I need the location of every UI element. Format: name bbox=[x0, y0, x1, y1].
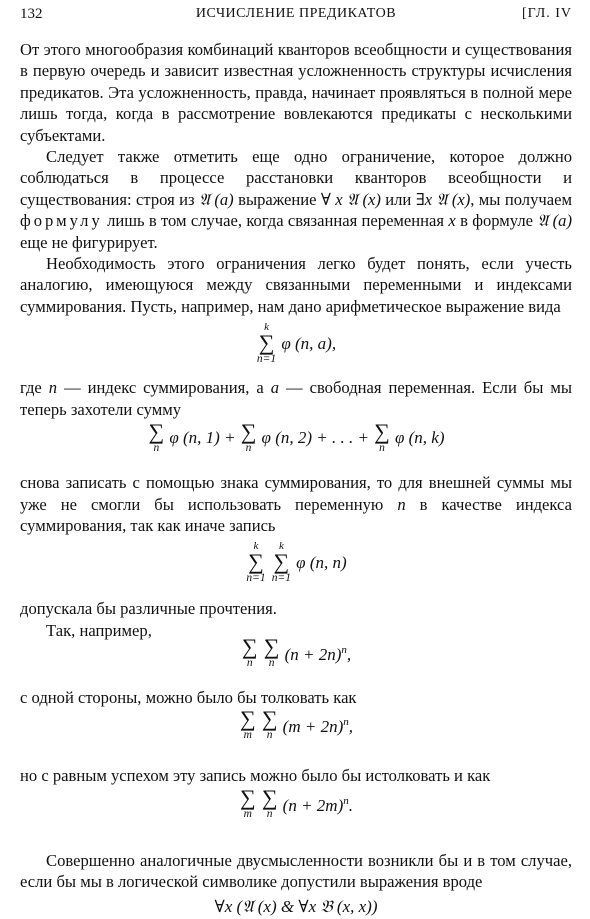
running-title: ИСЧИСЛЕНИЕ ПРЕДИКАТОВ bbox=[195, 6, 397, 21]
paragraph-8: с одной стороны, можно было бы толковать как bbox=[20, 688, 357, 708]
p2-text-g: еще не фигурирует. bbox=[20, 232, 158, 252]
paragraph-9: но с равным успехом эту запись можно было бы истолковать и как bbox=[20, 765, 491, 785]
paragraph-3: Необходимость этого ограничения легко будет понять, если учесть аналогию, имеющуюся между связанными переменными и индексами суммирования. Пусть, например, нам дано арифметическое выражение вида bbox=[20, 254, 572, 316]
running-header bbox=[20, 6, 572, 26]
sum-sign: k ∑ n=1 bbox=[271, 540, 292, 585]
paragraph-1: От этого многообразия комбинаций кванторов всеобщности и существования в первую очередь и зависит известная усложненность структуры исчисления предикатов. Эта усложненность, правда, начинает проявляться в полной мере лишь тогда, когда в рассмотрение вовлекаются предикаты с несколькими субъектами. bbox=[20, 40, 572, 145]
symbol-A-of-a-2: 𝔄 (a) bbox=[537, 211, 572, 231]
sum-sign: ∑ n bbox=[261, 784, 278, 820]
formula-2: ∑ n φ (n, 1) + ∑ n φ (n, 2) + . . . + ∑ n φ (n, k) bbox=[148, 419, 445, 455]
sum-sign: k ∑ n=1 bbox=[246, 540, 266, 585]
chapter-label: [ГЛ. IV bbox=[522, 6, 572, 21]
sum-sign: k ∑ n=1 bbox=[256, 321, 277, 366]
p2-text-e: лишь в том случае, когда связанная переменная bbox=[107, 211, 445, 231]
formula-1 bbox=[20, 321, 572, 377]
paragraph-5: снова записать с помощью знака суммирования, то для внешней суммы мы уже не смогли бы использовать переменную n в качестве индекса суммирования, так как иначе запись bbox=[20, 473, 572, 535]
formula-3: k ∑ n=1 k ∑ n=1 φ (n, n) bbox=[246, 540, 347, 585]
sum-sign: ∑ n bbox=[241, 634, 258, 670]
symbol-n-2: n bbox=[397, 494, 406, 514]
symbol-a: a bbox=[270, 378, 280, 398]
p2-text-a: Следует также отметить еще одно ограничение, которое должно соблюдаться в процессе расстановки кванторов всеобщности и существования: строя из bbox=[20, 147, 572, 209]
p2-text-c: или bbox=[385, 189, 412, 209]
sum-sign: ∑ n bbox=[148, 419, 165, 455]
formula-4: ∑ n ∑ n $(n + 2n)^n$, bbox=[241, 634, 352, 670]
symbol-exists-x-A: ∃x 𝔄 (x) bbox=[415, 189, 471, 209]
paragraph-4: где n — индекс суммирования, а a — свободная переменная. Если бы мы теперь захотели сумму bbox=[20, 378, 573, 419]
sum-sign: ∑ n bbox=[263, 634, 280, 670]
formula-1-expr: φ (n, a), bbox=[281, 333, 337, 353]
p2-spaced-word: формулу bbox=[20, 211, 103, 231]
symbol-forall-x-A: ∀ x 𝔄 (x) bbox=[320, 189, 381, 209]
formula-7: ∀x (𝔄 (x) & ∀x 𝔅 (x, x)) bbox=[214, 897, 378, 917]
sum-sign: ∑ m bbox=[239, 705, 256, 741]
sum-sign: ∑ n bbox=[240, 419, 257, 455]
p2-text-b: выражение bbox=[238, 189, 317, 209]
p2-text-d: , мы получаем bbox=[470, 189, 572, 209]
page-body bbox=[20, 39, 572, 919]
paragraph-10: Совершенно аналогичные двусмысленности возникли бы и в том случае, если бы мы в логической символике допустили выражения вроде bbox=[20, 850, 572, 892]
formula-6: ∑ m ∑ n $(n + 2m)^n$. bbox=[239, 784, 353, 820]
symbol-n: n bbox=[48, 378, 58, 398]
p2-text-f: в формуле bbox=[460, 211, 534, 231]
symbol-A-of-a: 𝔄 (a) bbox=[198, 189, 234, 209]
book-page bbox=[20, 0, 573, 917]
paragraph-2 bbox=[20, 146, 572, 253]
paragraph-6: допускала бы различные прочтения. bbox=[20, 599, 277, 619]
sum-sign: ∑ n bbox=[261, 705, 278, 741]
sum-sign: ∑ m bbox=[239, 784, 256, 820]
sum-sign: ∑ n bbox=[374, 419, 390, 455]
formula-5: ∑ m ∑ n $(m + 2n)^n$, bbox=[239, 705, 353, 741]
page-number: 132 bbox=[20, 6, 43, 22]
symbol-x: x bbox=[448, 211, 456, 231]
paragraph-7: Так, например, bbox=[46, 620, 152, 640]
